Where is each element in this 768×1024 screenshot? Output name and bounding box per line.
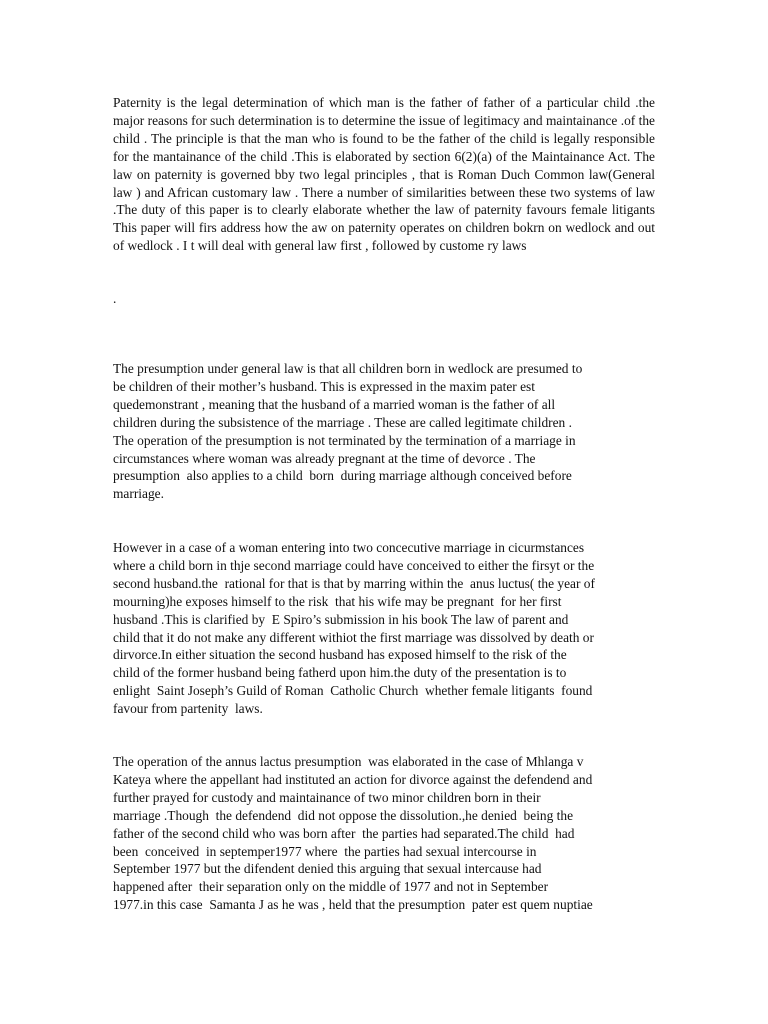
paragraph-consecutive-marriage: However in a case of a woman entering into two concecutive marriage in cicurmstances where a child born in thje second marriage could have conceived to either the firsyt or the second husband.the rational for that is that by marring within the anus luctus( the year of mourning)he exposes himself to the risk that his wife may be pregnant for her first husband .This is clarified by E Spiro’s submission in his book The law of parent and child that it do not make any different withiot the first marriage was dissolved by death or dirvorce.In either situation the second husband has exposed himself to the risk of the child of the former husband being fatherd upon him.the duty of the presentation is to enlight Saint Joseph’s Guild of Roman Catholic Church whether female litigants found favour from partenity laws. — [113, 540, 595, 717]
paragraph-general-law-presumption: The presumption under general law is that all children born in wedlock are presumed to be children of their mother’s husband. This is expressed in the maxim pater est quedemonstrant , meaning that the husband of a married woman is the father of all children during the subsistence of the marriage . These are called legitimate children . The operation of the presumption is not terminated by the termination of a marriage in circumstances where woman was already pregnant at the time of devorce . The presumption also applies to a child born during marriage although conceived before marriage. — [113, 361, 583, 502]
paragraph-paternity-intro: Paternity is the legal determination of which man is the father of father of a particular child .the major reasons for such determination is to determine the issue of legitimacy and maintainance .of the child . The principle is that the man who is found to be the father of the child is legally responsible for the mantainance of the child .This is elaborated by section 6(2)(a) of the Maintainance Act. The law on paternity is governed bby two legal principles , that is Roman Duch Common law(General law ) and African customary law . There a number of similarities between these two systems of law .The duty of this paper is to clearly elaborate whether the law of paternity favours female litigants This paper will firs address how the aw on paternity operates on children bokrn on wedlock and out of wedlock . I t will deal with general law first , followed by custome ry laws — [113, 95, 659, 254]
paragraph-stray-period: . — [113, 291, 117, 306]
paragraph-annus-lactus-case: The operation of the annus lactus presumption was elaborated in the case of Mhlanga v Kateya where the appellant had instituted an action for divorce against the defendend and further prayed for custody and maintainance of two minor children born in their marriage .Though the defendend did not oppose the dissolution.,he denied being the father of the second child who was born after the parties had separated.The child had been conceived in septemper1977 where the parties had sexual intercourse in September 1977 but the difendent denied this arguing that sexual intercause had happened after their separation only on the middle of 1977 and not in September 1977.in this case Samanta J as he was , held that the presumption pater est quem nuptiae — [113, 754, 593, 913]
